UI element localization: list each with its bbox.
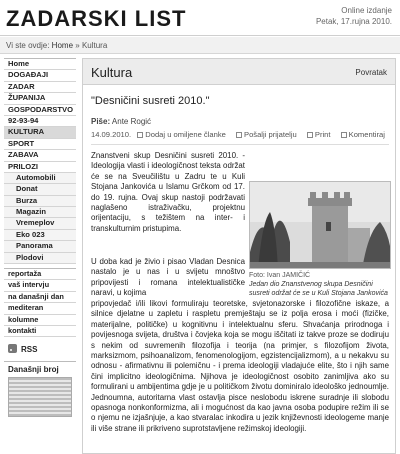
rss-link[interactable] <box>4 343 76 357</box>
print-link[interactable]: Print <box>307 130 335 139</box>
nav-subitem-eko-023[interactable]: Eko 023 <box>4 230 76 241</box>
print-icon <box>307 132 313 138</box>
article-byline <box>91 117 151 126</box>
misc-item-kolumne[interactable]: kolumne <box>4 315 76 326</box>
nav-item-dogadaji[interactable]: DOGAĐAJI <box>4 70 76 81</box>
tower-photo-image <box>250 182 391 269</box>
comment-link[interactable]: Komentiraj <box>341 130 389 139</box>
breadcrumb-prefix: Vi ste ovdje: <box>6 41 50 50</box>
misc-item-vas-intervju[interactable]: vaš intervju <box>4 280 76 291</box>
misc-item-reportaza[interactable]: reportaža <box>4 269 76 280</box>
nav-item-home[interactable]: Home <box>4 59 76 70</box>
nav-item-zupanija[interactable]: ŽUPANIJA <box>4 93 76 104</box>
meta-divider <box>91 144 389 145</box>
edition-info <box>316 5 392 27</box>
nav-item-kultura[interactable]: KULTURA <box>4 127 76 138</box>
misc-nav <box>4 268 76 337</box>
nav-item-zabava[interactable]: ZABAVA <box>4 150 76 161</box>
site-logo[interactable]: ZADARSKI LIST <box>6 6 187 31</box>
photo-credit: Foto: Ivan JAMIČIĆ <box>249 272 311 279</box>
back-link[interactable]: Povratak <box>355 68 387 77</box>
rss-label: RSS <box>21 345 38 355</box>
misc-item-kontakti[interactable]: kontakti <box>4 326 76 337</box>
nav-subitem-vremeplov[interactable]: Vremeplov <box>4 218 76 229</box>
todays-issue-thumbnail[interactable] <box>8 377 72 417</box>
edition-date: Petak, 17.rujna 2010. <box>315 17 392 26</box>
nav-subitem-magazin[interactable]: Magazin <box>4 207 76 218</box>
article-photo[interactable] <box>249 181 391 269</box>
mail-icon <box>236 132 242 138</box>
misc-item-na-danasnji-dan[interactable]: na današnji dan <box>4 292 76 303</box>
nav-subitem-burza[interactable]: Burza <box>4 196 76 207</box>
section-header <box>83 59 395 85</box>
nav-subitem-panorama[interactable]: Panorama <box>4 241 76 252</box>
article-lead: Znanstveni skup Desničini susreti 2010. - Ideologija vlasti i ideologičnost teksta održat će se na Sveučilištu u Zadru te u Kuli Stojana Jankovića u Islamu Grčkom od 17. do 19. rujna. Ovaj skup nastoji podržavati naglašeno istraživačku, projektnu orijentaciju, s težištem na inter- i transkulturnim pristupima. <box>91 151 245 233</box>
main-content <box>82 58 396 454</box>
nav-item-prilozi[interactable]: PRILOZI <box>4 162 76 173</box>
send-friend-link[interactable]: Pošalji prijatelju <box>236 130 301 139</box>
author-label: Piše: <box>91 117 111 126</box>
section-title: Kultura <box>91 65 133 80</box>
breadcrumb-separator: » <box>75 41 80 50</box>
edition-label: Online izdanje <box>341 6 392 15</box>
author-name: Ante Rogić <box>111 117 152 126</box>
nav-subitem-donat[interactable]: Donat <box>4 184 76 195</box>
breadcrumb-home-link[interactable]: Home <box>51 41 74 50</box>
rss-icon <box>8 344 17 353</box>
article-paragraph-2-start: U doba kad je živio i pisao Vladan Desnica nastalo je u nas i u svijetu mnoštvo pripovijesti i romana intelektualističke naravi, u kojima <box>91 257 245 298</box>
todays-issue <box>4 361 76 417</box>
site-header <box>0 0 400 36</box>
favorite-icon <box>137 132 143 138</box>
nav-item-92-93-94[interactable]: 92-93-94 <box>4 116 76 127</box>
nav-subitem-plodovi[interactable]: Plodovi <box>4 253 76 264</box>
article-paragraph-2-rest: pripovjedač i/ili likovi formuliraju teoretske, svjetonazorske i filozofične iskaze, a silnice djelatne u zapletu i raspletu premještaju se iz polja erosa i moći (fizičke, materijalne, političke) u kognitivnu i intelektualnu sferu. Shvaćanja prirodnoga i povijesnoga svijeta, društva i čovjeka koja se mogu iščitati iz takve proze se dodiruju s nekim od suvremenih filozofija i teorija (na primjer, s filozofijom života, marksizmom, psihoanalizom, fenomenologijom, egzistencijalizmom), a u nekakvu su odnosu - afirmativnu ili polemičnu - i prema ideologiji vladajuće elite, što i njih same čini implicitno ideologičnima. Njihova je ideologičnost osobito zanimljiva ako su formulirani u ambijentima gdje je u političkom životu dominiralo ideološko jednoumlje. Jednoumna, autoritarna vlast ostavlja pisce neslobodu iskrene suradnje ili slobodu opasnoga nonkonformizma, ali i mogućnost da kao javna osoba podupire režim ili se o njemu ne izjašnjuje, a kao stvaralac inkodira u jezik književnosti ideologeme manje ili više strane ili prikriveno suprotstavljene režimskoj ideologiji. <box>91 299 389 433</box>
nav-item-sport[interactable]: SPORT <box>4 139 76 150</box>
misc-item-mediteran[interactable]: mediteran <box>4 303 76 314</box>
add-favorite-link[interactable]: Dodaj u omiljene članke <box>137 130 230 139</box>
photo-caption-text: Jedan dio Znanstvenog skupa Desničini susreti održat će se u Kuli Stojana Jankovića <box>249 281 388 297</box>
breadcrumb <box>0 37 400 54</box>
nav-item-zadar[interactable]: ZADAR <box>4 82 76 93</box>
nav-item-gospodarstvo[interactable]: GOSPODARSTVO <box>4 105 76 116</box>
nav-subitem-automobili[interactable]: Automobili <box>4 173 76 184</box>
article-date: 14.09.2010. <box>91 130 132 139</box>
article-title: "Desničini susreti 2010." <box>91 95 210 107</box>
breadcrumb-current: Kultura <box>81 41 108 50</box>
article-meta <box>91 130 391 142</box>
comment-icon <box>341 132 347 138</box>
photo-caption <box>249 271 391 298</box>
sidebar <box>4 58 76 417</box>
todays-issue-title: Današnji broj <box>8 365 59 375</box>
main-nav <box>4 58 76 264</box>
